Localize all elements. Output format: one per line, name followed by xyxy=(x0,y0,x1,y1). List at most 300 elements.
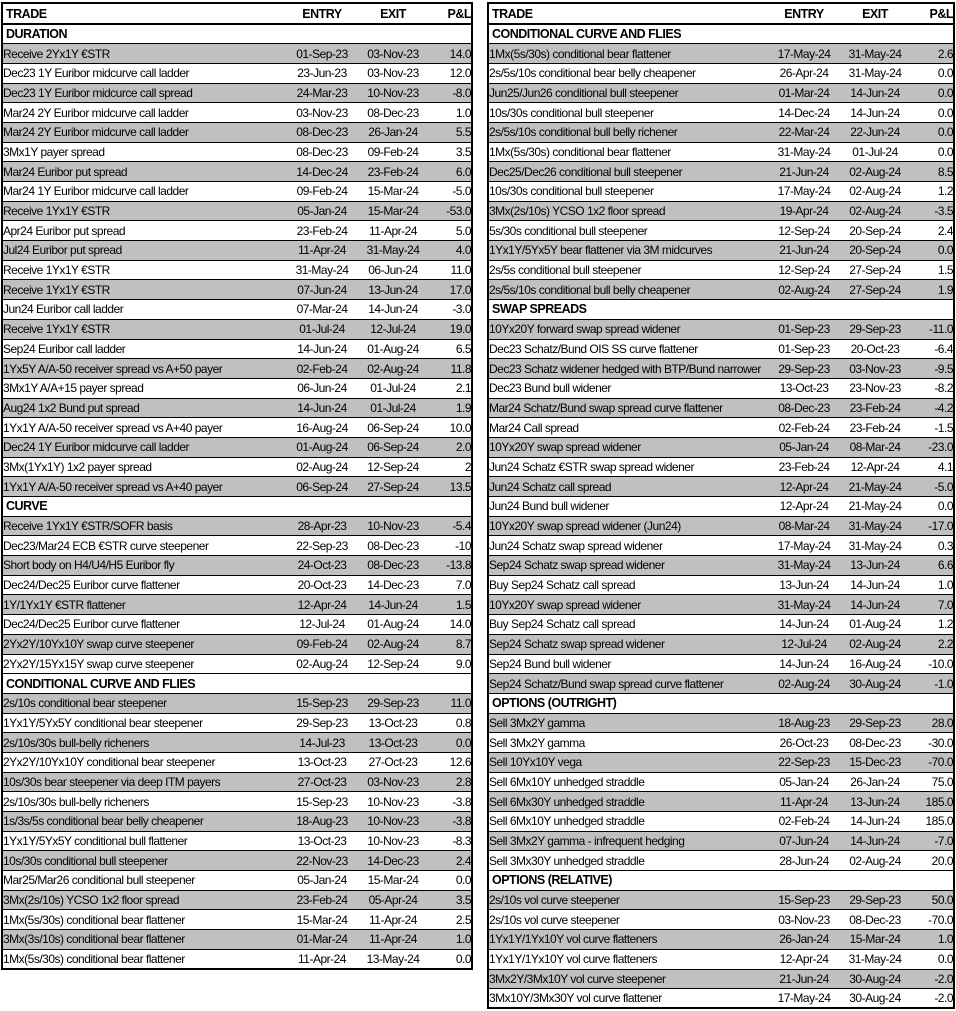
trade-row xyxy=(2,752,472,772)
exit-date-cell: 29-Sep-23 xyxy=(840,319,910,339)
exit-date-cell: 13-Jun-24 xyxy=(840,792,910,812)
section-title: OPTIONS (RELATIVE) xyxy=(488,871,954,891)
pnl-value-cell: 6.5 xyxy=(428,339,472,359)
trade-name-cell: Dec23 Schatz/Bund OIS SS curve flattener xyxy=(488,339,768,359)
entry-date-cell: 19-Apr-24 xyxy=(768,201,840,221)
pnl-value-cell: -3.8 xyxy=(428,812,472,832)
pnl-value-cell: -3.0 xyxy=(428,300,472,320)
exit-date-cell: 20-Oct-23 xyxy=(840,339,910,359)
column-header-trade: TRADE xyxy=(2,3,286,24)
exit-date-cell: 14-Jun-24 xyxy=(840,575,910,595)
trade-row xyxy=(2,418,472,438)
section-title: CONDITIONAL CURVE AND FLIES xyxy=(488,24,954,44)
trade-row xyxy=(2,890,472,910)
pnl-value-cell: -1.5 xyxy=(910,418,954,438)
trade-row xyxy=(2,63,472,83)
pnl-value-cell: 12.6 xyxy=(428,752,472,772)
trade-row xyxy=(488,44,954,64)
pnl-value-cell: 1.0 xyxy=(910,930,954,950)
entry-date-cell: 28-Apr-23 xyxy=(286,516,358,536)
trade-row xyxy=(2,871,472,891)
trade-row xyxy=(2,201,472,221)
section-title: SWAP SPREADS xyxy=(488,300,954,320)
trade-row xyxy=(2,359,472,379)
trade-name-cell: Sell 3Mx2Y gamma xyxy=(488,733,768,753)
column-header-entry: ENTRY xyxy=(768,3,840,24)
exit-date-cell: 30-Aug-24 xyxy=(840,969,910,989)
trade-name-cell: 10Yx20Y forward swap spread widener xyxy=(488,319,768,339)
entry-date-cell: 06-Sep-24 xyxy=(286,477,358,497)
exit-date-cell: 29-Sep-23 xyxy=(840,713,910,733)
trade-row xyxy=(488,930,954,950)
entry-date-cell: 12-Jul-24 xyxy=(286,615,358,635)
exit-date-cell: 03-Nov-23 xyxy=(358,772,428,792)
entry-date-cell: 20-Oct-23 xyxy=(286,575,358,595)
trade-name-cell: Receive 1Yx1Y €STR xyxy=(2,260,286,280)
pnl-value-cell: 1.0 xyxy=(428,930,472,950)
exit-date-cell: 10-Nov-23 xyxy=(358,516,428,536)
trade-row xyxy=(488,83,954,103)
exit-date-cell: 13-Jun-24 xyxy=(358,280,428,300)
trade-name-cell: Receive 1Yx1Y €STR xyxy=(2,201,286,221)
pnl-value-cell: 28.0 xyxy=(910,713,954,733)
trade-row xyxy=(488,221,954,241)
trade-name-cell: Aug24 1x2 Bund put spread xyxy=(2,398,286,418)
entry-date-cell: 03-Nov-23 xyxy=(768,910,840,930)
trade-row xyxy=(488,812,954,832)
exit-date-cell: 08-Mar-24 xyxy=(840,437,910,457)
pnl-value-cell: 2.8 xyxy=(428,772,472,792)
pnl-value-cell: 5.5 xyxy=(428,122,472,142)
exit-date-cell: 09-Feb-24 xyxy=(358,142,428,162)
exit-date-cell: 14-Jun-24 xyxy=(840,595,910,615)
column-header-entry: ENTRY xyxy=(286,3,358,24)
exit-date-cell: 14-Jun-24 xyxy=(840,103,910,123)
trade-row xyxy=(488,969,954,989)
trade-row xyxy=(2,319,472,339)
trade-name-cell: Jun24 Bund bull widener xyxy=(488,497,768,517)
trade-row xyxy=(488,851,954,871)
pnl-value-cell: -6.4 xyxy=(910,339,954,359)
pnl-value-cell: 4.1 xyxy=(910,457,954,477)
trade-row xyxy=(2,792,472,812)
pnl-value-cell: 1.5 xyxy=(910,260,954,280)
trade-name-cell: 3Mx(2s/10s) YCSO 1x2 floor spread xyxy=(2,890,286,910)
exit-date-cell: 31-May-24 xyxy=(840,949,910,969)
pnl-value-cell: 0.0 xyxy=(910,122,954,142)
trade-name-cell: 2s/5s/10s conditional bull belly richener xyxy=(488,122,768,142)
trade-row xyxy=(488,674,954,694)
exit-date-cell: 06-Jun-24 xyxy=(358,260,428,280)
exit-date-cell: 29-Sep-23 xyxy=(358,693,428,713)
trade-row xyxy=(488,142,954,162)
exit-date-cell: 05-Apr-24 xyxy=(358,890,428,910)
entry-date-cell: 21-Jun-24 xyxy=(768,162,840,182)
exit-date-cell: 13-Oct-23 xyxy=(358,713,428,733)
pnl-value-cell: 1.0 xyxy=(910,575,954,595)
trade-name-cell: 2s/10s/30s bull-belly richeners xyxy=(2,733,286,753)
exit-date-cell: 21-May-24 xyxy=(840,477,910,497)
pnl-value-cell: 2 xyxy=(428,457,472,477)
exit-date-cell: 02-Aug-24 xyxy=(840,182,910,202)
trade-name-cell: Sell 6Mx30Y unhedged straddle xyxy=(488,792,768,812)
entry-date-cell: 08-Mar-24 xyxy=(768,516,840,536)
trade-name-cell: 10Yx20Y swap spread widener xyxy=(488,595,768,615)
trade-row xyxy=(2,654,472,674)
trade-name-cell: Dec23 1Y Euribor midcurce call spread xyxy=(2,83,286,103)
trade-name-cell: Receive 1Yx1Y €STR xyxy=(2,280,286,300)
entry-date-cell: 23-Feb-24 xyxy=(768,457,840,477)
section-header-row xyxy=(488,693,954,713)
exit-date-cell: 14-Jun-24 xyxy=(840,812,910,832)
trade-name-cell: 3Mx1Y payer spread xyxy=(2,142,286,162)
pnl-value-cell: 2.1 xyxy=(428,378,472,398)
entry-date-cell: 23-Feb-24 xyxy=(286,890,358,910)
exit-date-cell: 14-Jun-24 xyxy=(840,83,910,103)
pnl-value-cell: 9.0 xyxy=(428,654,472,674)
trade-name-cell: 3Mx(2s/10s) YCSO 1x2 floor spread xyxy=(488,201,768,221)
entry-date-cell: 22-Nov-23 xyxy=(286,851,358,871)
trade-blotter-table-right xyxy=(487,2,955,1009)
exit-date-cell: 01-Jul-24 xyxy=(840,142,910,162)
pnl-value-cell: 14.0 xyxy=(428,615,472,635)
trade-name-cell: Sep24 Schatz swap spread widener xyxy=(488,556,768,576)
trade-name-cell: Jun24 Euribor call ladder xyxy=(2,300,286,320)
exit-date-cell: 10-Nov-23 xyxy=(358,812,428,832)
trade-name-cell: 1Mx(5s/30s) conditional bear flattener xyxy=(488,44,768,64)
entry-date-cell: 29-Sep-23 xyxy=(286,713,358,733)
trade-row xyxy=(488,890,954,910)
entry-date-cell: 02-Aug-24 xyxy=(286,654,358,674)
trade-row xyxy=(2,812,472,832)
entry-date-cell: 15-Sep-23 xyxy=(768,890,840,910)
pnl-value-cell: -8.3 xyxy=(428,831,472,851)
trade-name-cell: Mar24 1Y Euribor midcurve call ladder xyxy=(2,182,286,202)
trade-row xyxy=(2,556,472,576)
exit-date-cell: 02-Aug-24 xyxy=(840,201,910,221)
pnl-value-cell: 2.0 xyxy=(428,437,472,457)
pnl-value-cell: 11.0 xyxy=(428,260,472,280)
column-header-exit: EXIT xyxy=(358,3,428,24)
trade-row xyxy=(2,516,472,536)
trade-name-cell: 1Yx1Y/1Yx10Y vol curve flatteners xyxy=(488,930,768,950)
trade-row xyxy=(488,398,954,418)
pnl-value-cell: 8.5 xyxy=(910,162,954,182)
trade-row xyxy=(2,477,472,497)
pnl-value-cell: 2.4 xyxy=(910,221,954,241)
entry-date-cell: 13-Oct-23 xyxy=(286,831,358,851)
trade-row xyxy=(488,752,954,772)
entry-date-cell: 02-Feb-24 xyxy=(768,812,840,832)
exit-date-cell: 01-Jul-24 xyxy=(358,398,428,418)
entry-date-cell: 21-Jun-24 xyxy=(768,969,840,989)
trade-name-cell: 3Mx10Y/3Mx30Y vol curve flattener xyxy=(488,989,768,1009)
exit-date-cell: 27-Sep-24 xyxy=(358,477,428,497)
entry-date-cell: 29-Sep-23 xyxy=(768,359,840,379)
pnl-value-cell: 0.3 xyxy=(910,536,954,556)
trade-name-cell: 1Yx1Y A/A-50 receiver spread vs A+40 payer xyxy=(2,477,286,497)
pnl-value-cell: -10.0 xyxy=(910,654,954,674)
trade-name-cell: 2Yx2Y/15Yx15Y swap curve steepener xyxy=(2,654,286,674)
entry-date-cell: 26-Jan-24 xyxy=(768,930,840,950)
exit-date-cell: 10-Nov-23 xyxy=(358,831,428,851)
entry-date-cell: 14-Jul-23 xyxy=(286,733,358,753)
trade-name-cell: Sell 6Mx10Y unhedged straddle xyxy=(488,772,768,792)
exit-date-cell: 15-Mar-24 xyxy=(358,871,428,891)
entry-date-cell: 23-Feb-24 xyxy=(286,221,358,241)
trade-name-cell: Dec23 Schatz widener hedged with BTP/Bund narrower xyxy=(488,359,768,379)
trade-row xyxy=(2,772,472,792)
trade-row xyxy=(488,418,954,438)
pnl-value-cell: 0.0 xyxy=(428,733,472,753)
exit-date-cell: 14-Dec-23 xyxy=(358,851,428,871)
exit-date-cell: 23-Nov-23 xyxy=(840,378,910,398)
pnl-value-cell: -70.0 xyxy=(910,752,954,772)
exit-date-cell: 20-Sep-24 xyxy=(840,221,910,241)
column-header-trade: TRADE xyxy=(488,3,768,24)
trade-row xyxy=(2,733,472,753)
column-header-row xyxy=(488,3,954,24)
pnl-value-cell: 1.5 xyxy=(428,595,472,615)
pnl-value-cell: 0.0 xyxy=(428,949,472,969)
trade-name-cell: Dec24/Dec25 Euribor curve flattener xyxy=(2,575,286,595)
pnl-value-cell: 0.0 xyxy=(910,83,954,103)
pnl-value-cell: 1.0 xyxy=(428,103,472,123)
entry-date-cell: 26-Oct-23 xyxy=(768,733,840,753)
exit-date-cell: 20-Sep-24 xyxy=(840,241,910,261)
trade-name-cell: Short body on H4/U4/H5 Euribor fly xyxy=(2,556,286,576)
exit-date-cell: 08-Dec-23 xyxy=(840,910,910,930)
entry-date-cell: 14-Jun-24 xyxy=(286,398,358,418)
entry-date-cell: 01-Mar-24 xyxy=(768,83,840,103)
section-title: OPTIONS (OUTRIGHT) xyxy=(488,693,954,713)
entry-date-cell: 07-Jun-24 xyxy=(768,831,840,851)
exit-date-cell: 03-Nov-23 xyxy=(358,44,428,64)
entry-date-cell: 15-Sep-23 xyxy=(286,792,358,812)
pnl-value-cell: 6.6 xyxy=(910,556,954,576)
trade-row xyxy=(488,201,954,221)
pnl-value-cell: -7.0 xyxy=(910,831,954,851)
exit-date-cell: 13-Jun-24 xyxy=(840,556,910,576)
trade-name-cell: 1Mx(5s/30s) conditional bear flattener xyxy=(2,910,286,930)
entry-date-cell: 17-May-24 xyxy=(768,182,840,202)
trade-row xyxy=(2,142,472,162)
pnl-value-cell: 2.6 xyxy=(910,44,954,64)
entry-date-cell: 14-Dec-24 xyxy=(286,162,358,182)
entry-date-cell: 31-May-24 xyxy=(286,260,358,280)
pnl-value-cell: -5.0 xyxy=(428,182,472,202)
trade-name-cell: 1Mx(5s/30s) conditional bear flattener xyxy=(488,142,768,162)
pnl-value-cell: -11.0 xyxy=(910,319,954,339)
exit-date-cell: 13-May-24 xyxy=(358,949,428,969)
entry-date-cell: 14-Jun-24 xyxy=(286,339,358,359)
exit-date-cell: 02-Aug-24 xyxy=(358,634,428,654)
pnl-value-cell: 185.0 xyxy=(910,792,954,812)
pnl-value-cell: -2.0 xyxy=(910,969,954,989)
entry-date-cell: 02-Aug-24 xyxy=(286,457,358,477)
exit-date-cell: 08-Dec-23 xyxy=(358,536,428,556)
section-header-row xyxy=(2,674,472,694)
trade-name-cell: 1Yx1Y A/A-50 receiver spread vs A+40 payer xyxy=(2,418,286,438)
exit-date-cell: 11-Apr-24 xyxy=(358,221,428,241)
entry-date-cell: 02-Feb-24 xyxy=(286,359,358,379)
pnl-value-cell: 19.0 xyxy=(428,319,472,339)
pnl-value-cell: -10 xyxy=(428,536,472,556)
trade-row xyxy=(2,300,472,320)
trade-row xyxy=(488,162,954,182)
trade-row xyxy=(488,319,954,339)
entry-date-cell: 01-Jul-24 xyxy=(286,319,358,339)
trade-row xyxy=(488,989,954,1009)
exit-date-cell: 29-Sep-23 xyxy=(840,890,910,910)
entry-date-cell: 08-Dec-23 xyxy=(768,398,840,418)
trade-name-cell: 3Mx1Y A/A+15 payer spread xyxy=(2,378,286,398)
pnl-value-cell: 0.0 xyxy=(910,63,954,83)
pnl-value-cell: -8.0 xyxy=(428,83,472,103)
entry-date-cell: 13-Oct-23 xyxy=(286,752,358,772)
pnl-value-cell: -53.0 xyxy=(428,201,472,221)
entry-date-cell: 18-Aug-23 xyxy=(286,812,358,832)
exit-date-cell: 01-Aug-24 xyxy=(840,615,910,635)
entry-date-cell: 02-Aug-24 xyxy=(768,674,840,694)
pnl-value-cell: 7.0 xyxy=(910,595,954,615)
entry-date-cell: 17-May-24 xyxy=(768,44,840,64)
exit-date-cell: 31-May-24 xyxy=(840,516,910,536)
trade-row xyxy=(488,359,954,379)
exit-date-cell: 03-Nov-23 xyxy=(840,359,910,379)
trade-row xyxy=(2,44,472,64)
trade-row xyxy=(488,713,954,733)
trade-row xyxy=(488,497,954,517)
trade-row xyxy=(2,162,472,182)
entry-date-cell: 22-Sep-23 xyxy=(768,752,840,772)
trade-name-cell: 2s/10s conditional bear steepener xyxy=(2,693,286,713)
entry-date-cell: 11-Apr-24 xyxy=(286,241,358,261)
entry-date-cell: 26-Apr-24 xyxy=(768,63,840,83)
exit-date-cell: 30-Aug-24 xyxy=(840,674,910,694)
trade-row xyxy=(488,103,954,123)
entry-date-cell: 12-Jul-24 xyxy=(768,634,840,654)
pnl-value-cell: -5.0 xyxy=(910,477,954,497)
entry-date-cell: 31-May-24 xyxy=(768,595,840,615)
exit-date-cell: 31-May-24 xyxy=(358,241,428,261)
exit-date-cell: 08-Dec-23 xyxy=(358,103,428,123)
exit-date-cell: 02-Aug-24 xyxy=(840,162,910,182)
trade-row xyxy=(2,103,472,123)
exit-date-cell: 15-Mar-24 xyxy=(358,182,428,202)
trade-row xyxy=(488,122,954,142)
trade-name-cell: 1Y/1Yx1Y €STR flattener xyxy=(2,595,286,615)
trade-name-cell: Mar24 Euribor put spread xyxy=(2,162,286,182)
pnl-value-cell: 8.7 xyxy=(428,634,472,654)
trade-row xyxy=(2,437,472,457)
pnl-value-cell: 0.0 xyxy=(910,497,954,517)
trade-name-cell: 10s/30s conditional bull steepener xyxy=(488,103,768,123)
entry-date-cell: 17-May-24 xyxy=(768,989,840,1009)
trade-name-cell: 10s/30s conditional bull steepener xyxy=(488,182,768,202)
exit-date-cell: 01-Aug-24 xyxy=(358,339,428,359)
trade-row xyxy=(488,595,954,615)
trade-row xyxy=(488,457,954,477)
trade-row xyxy=(488,949,954,969)
pnl-value-cell: 2.5 xyxy=(428,910,472,930)
trade-name-cell: Jun24 Schatz swap spread widener xyxy=(488,536,768,556)
entry-date-cell: 08-Dec-23 xyxy=(286,122,358,142)
trade-row xyxy=(488,733,954,753)
pnl-value-cell: 1.9 xyxy=(910,280,954,300)
pnl-value-cell: -13.8 xyxy=(428,556,472,576)
entry-date-cell: 11-Apr-24 xyxy=(768,792,840,812)
exit-date-cell: 01-Aug-24 xyxy=(358,615,428,635)
exit-date-cell: 08-Dec-23 xyxy=(840,733,910,753)
trade-row xyxy=(488,575,954,595)
section-title: CONDITIONAL CURVE AND FLIES xyxy=(2,674,472,694)
pnl-value-cell: 4.0 xyxy=(428,241,472,261)
exit-date-cell: 30-Aug-24 xyxy=(840,989,910,1009)
section-header-row xyxy=(488,300,954,320)
trade-name-cell: 1Mx(5s/30s) conditional bear flattener xyxy=(2,949,286,969)
entry-date-cell: 23-Jun-23 xyxy=(286,63,358,83)
trade-row xyxy=(488,615,954,635)
trade-name-cell: Sell 10Yx10Y vega xyxy=(488,752,768,772)
trade-name-cell: Sell 3Mx30Y unhedged straddle xyxy=(488,851,768,871)
exit-date-cell: 10-Nov-23 xyxy=(358,792,428,812)
pnl-value-cell: 0.0 xyxy=(428,871,472,891)
pnl-value-cell: 3.5 xyxy=(428,142,472,162)
trade-name-cell: 3Mx2Y/3Mx10Y vol curve steepener xyxy=(488,969,768,989)
trade-row xyxy=(2,398,472,418)
trade-name-cell: Mar24 Call spread xyxy=(488,418,768,438)
trade-name-cell: Sell 6Mx10Y unhedged straddle xyxy=(488,812,768,832)
exit-date-cell: 23-Feb-24 xyxy=(358,162,428,182)
exit-date-cell: 12-Jul-24 xyxy=(358,319,428,339)
entry-date-cell: 12-Apr-24 xyxy=(768,477,840,497)
trade-row xyxy=(488,831,954,851)
entry-date-cell: 08-Dec-23 xyxy=(286,142,358,162)
trade-name-cell: 2s/10s vol curve steepener xyxy=(488,910,768,930)
exit-date-cell: 02-Aug-24 xyxy=(358,359,428,379)
trade-row xyxy=(2,536,472,556)
trade-row xyxy=(488,63,954,83)
trade-name-cell: 2s/5s/10s conditional bear belly cheapener xyxy=(488,63,768,83)
trade-name-cell: Dec23 1Y Euribor midcurve call ladder xyxy=(2,63,286,83)
entry-date-cell: 31-May-24 xyxy=(768,142,840,162)
entry-date-cell: 07-Mar-24 xyxy=(286,300,358,320)
trade-name-cell: Jun24 Schatz call spread xyxy=(488,477,768,497)
trade-row xyxy=(2,260,472,280)
exit-date-cell: 14-Jun-24 xyxy=(358,300,428,320)
trade-row xyxy=(2,83,472,103)
trade-name-cell: Buy Sep24 Schatz call spread xyxy=(488,575,768,595)
pnl-value-cell: -2.0 xyxy=(910,989,954,1009)
trade-row xyxy=(488,792,954,812)
entry-date-cell: 22-Mar-24 xyxy=(768,122,840,142)
trade-row xyxy=(2,280,472,300)
trade-name-cell: 1s/3s/5s conditional bear belly cheapener xyxy=(2,812,286,832)
trade-row xyxy=(2,910,472,930)
exit-date-cell: 31-May-24 xyxy=(840,63,910,83)
section-header-row xyxy=(2,24,472,44)
trade-name-cell: Mar24 2Y Euribor midcurve call ladder xyxy=(2,103,286,123)
exit-date-cell: 16-Aug-24 xyxy=(840,654,910,674)
pnl-value-cell: 1.2 xyxy=(910,182,954,202)
trade-name-cell: Jun25/Jun26 conditional bull steepener xyxy=(488,83,768,103)
pnl-value-cell: 13.5 xyxy=(428,477,472,497)
trade-row xyxy=(488,280,954,300)
exit-date-cell: 13-Oct-23 xyxy=(358,733,428,753)
pnl-value-cell: -30.0 xyxy=(910,733,954,753)
entry-date-cell: 12-Sep-24 xyxy=(768,221,840,241)
